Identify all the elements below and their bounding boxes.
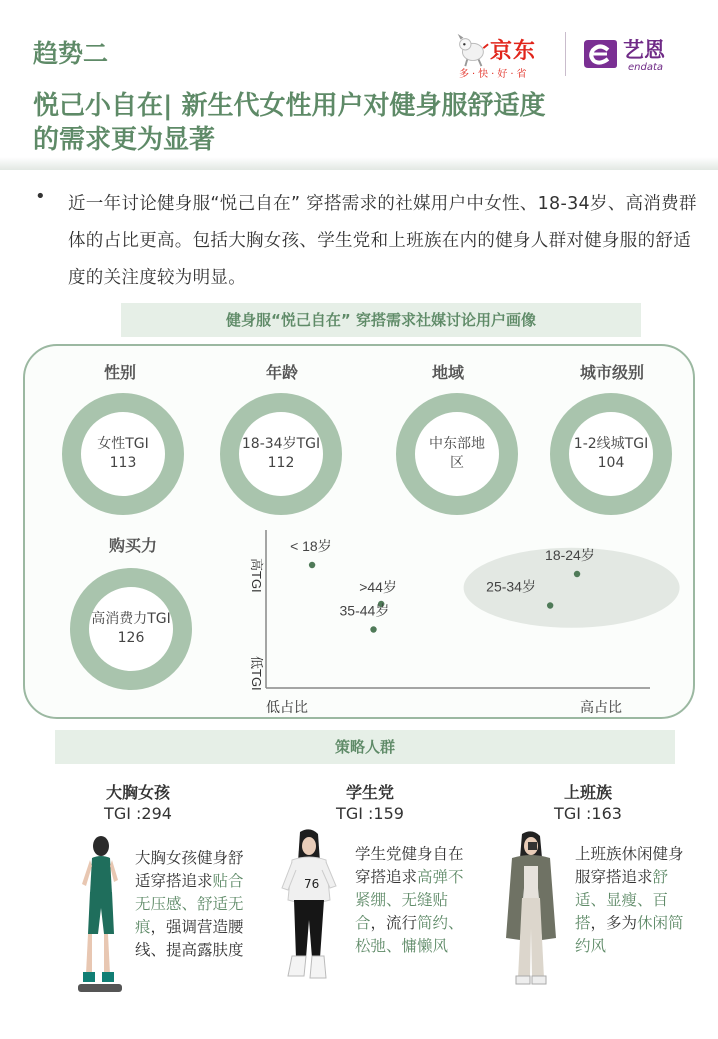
persona-name: 大胸女孩	[105, 783, 170, 802]
scatter-point-label: 18-24岁	[545, 547, 595, 563]
ring-text-line1: 高消费力TGI	[91, 611, 171, 627]
persona-desc-segment: 上班族休闲健身服穿搭追求	[575, 845, 684, 886]
persona-desc-busty-girl	[135, 847, 253, 962]
scatter-point	[547, 602, 553, 608]
persona-desc-segment: ，强调营造腰线、提高露肤度	[135, 918, 244, 959]
persona-desc-highlight: 简约、松弛、慵懒风	[355, 914, 464, 955]
x-axis-label-high: 高占比	[580, 699, 622, 715]
persona-tgi: TGI :294	[104, 804, 172, 823]
partner-logos	[438, 22, 688, 84]
intro-paragraph: 近一年讨论健身服“悦己自在” 穿搭需求的社媒用户中女性、18-34岁、高消费群体的占比更高。包括大胸女孩、学生党和上班族在内的健身人群对健身服的舒适度的关注度较为明显。	[68, 194, 697, 288]
age-tgi-scatter-chart	[240, 536, 680, 716]
persona-photo-office-worker	[498, 828, 564, 988]
y-axis-label-high: 高TGI	[249, 558, 264, 593]
persona-desc-segment: ，多为	[590, 914, 638, 932]
dimension-ring-purchasing-power	[70, 568, 192, 690]
scatter-point-label: < 18岁	[290, 538, 332, 554]
dimension-ring-region	[396, 393, 518, 515]
scatter-point	[574, 571, 580, 577]
profile-section-title: 健身服“悦己自在” 穿搭需求社媒讨论用户画像	[121, 303, 641, 337]
persona-desc-segment: 大胸女孩健身舒适穿搭追求	[135, 849, 244, 890]
jd-slogan: 多·快·好·省	[459, 69, 530, 80]
y-axis-label-low: 低TGI	[249, 656, 264, 691]
x-axis-label-low: 低占比	[266, 699, 308, 715]
dimension-ring-age	[220, 393, 342, 515]
persona-desc-segment: ，流行	[370, 914, 418, 932]
persona-name: 上班族	[563, 783, 612, 802]
ring-text-line2: 区	[450, 455, 464, 471]
persona-tgi: TGI :159	[336, 804, 404, 823]
header-divider	[0, 157, 718, 170]
scatter-point-label: 35-44岁	[339, 602, 390, 619]
endata-logo-text: 艺恩	[623, 38, 665, 62]
dimension-label-city-tier: 城市级别	[579, 363, 644, 382]
page-title-line2: 的需求更为显著	[33, 125, 216, 155]
persona-desc-office-worker	[575, 843, 687, 958]
persona-tgi: TGI :163	[554, 804, 622, 823]
jd-logo-text: 京东	[490, 39, 537, 64]
section-tag: 趋势二	[33, 39, 109, 68]
page-title-line1: 悦己小自在| 新生代女性用户对健身服舒适度	[33, 91, 546, 121]
persona-desc-highlight: 高弹不紧绷、无缝贴合	[355, 868, 464, 932]
ring-text-line1: 18-34岁TGI	[241, 436, 321, 452]
dimension-label-gender: 性别	[103, 363, 136, 382]
scatter-point	[370, 626, 376, 632]
dimension-label-region: 地域	[431, 363, 464, 382]
persona-desc-segment: 学生党健身自在穿搭追求	[355, 845, 464, 886]
ring-text-line2: 126	[117, 630, 145, 646]
dimension-label-purchasing-power: 购买力	[108, 536, 157, 555]
persona-name: 学生党	[345, 783, 394, 802]
dimension-label-age: 年龄	[265, 363, 298, 382]
ring-text-line1: 1-2线城TGI	[573, 436, 649, 452]
ring-text-line2: 104	[597, 455, 625, 471]
bullet-icon: •	[35, 186, 46, 207]
dimension-ring-city-tier	[550, 393, 672, 515]
dimension-ring-gender	[62, 393, 184, 515]
persona-desc-highlight: 舒适、显瘦、百搭	[575, 868, 669, 932]
page-title	[33, 89, 693, 157]
jd-dog-logo-icon	[452, 30, 490, 70]
persona-desc-highlight: 贴合无压感、舒适无痕	[135, 872, 244, 936]
scatter-point	[309, 562, 315, 568]
persona-desc-student	[355, 843, 473, 958]
persona-photo-busty-girl	[70, 834, 130, 996]
ring-text-line1: 女性TGI	[97, 436, 149, 452]
persona-desc-highlight: 休闲简约风	[575, 914, 684, 955]
ring-text-line1: 中东部地	[429, 436, 485, 452]
endata-logo-icon	[580, 34, 620, 74]
strategy-section-title: 策略人群	[55, 730, 675, 764]
scatter-point-label: 25-34岁	[486, 578, 536, 595]
ring-text-line2: 113	[109, 455, 137, 471]
svg-text:76: 76	[304, 877, 320, 891]
logo-divider	[565, 32, 566, 76]
persona-photo-student	[274, 828, 344, 992]
ring-text-line2: 112	[267, 455, 295, 471]
endata-logo-subtext: endata	[628, 62, 664, 73]
scatter-point-label: >44岁	[359, 579, 397, 595]
